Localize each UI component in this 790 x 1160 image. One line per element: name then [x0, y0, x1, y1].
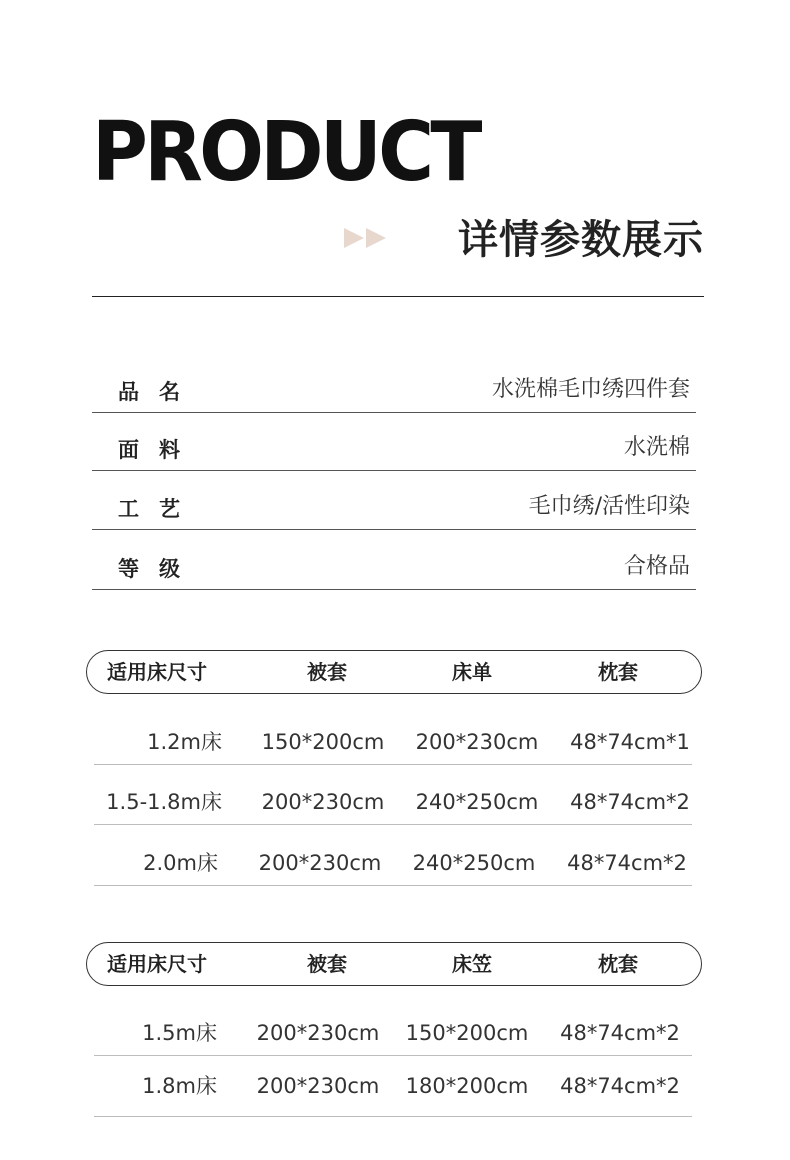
spec-value: 水洗棉: [623, 435, 690, 460]
column-header-pillowcase: 枕套: [598, 660, 638, 684]
size-table-header: [86, 942, 702, 986]
spec-row-fabric: [92, 412, 696, 471]
pillowcase-cell: 48*74cm*2: [560, 1074, 680, 1098]
header-divider: [92, 296, 704, 297]
size-table-header: [86, 650, 702, 694]
fitted-sheet-cell: 150*200cm: [405, 1021, 529, 1045]
column-header-duvet-cover: 被套: [307, 660, 347, 684]
table-row: [94, 824, 692, 886]
pillowcase-cell: 48*74cm*2: [560, 1021, 680, 1045]
spec-value: 合格品: [623, 554, 690, 579]
spec-label: 品名: [118, 380, 200, 404]
duvet-cover-cell: 150*200cm: [261, 730, 385, 754]
bed-size-cell: 1.8m床: [142, 1074, 217, 1098]
pillowcase-cell: 48*74cm*2: [570, 790, 690, 814]
bed-size-cell: 1.5-1.8m床: [106, 790, 222, 814]
bed-size-cell: 1.5m床: [142, 1021, 217, 1045]
table-row: [94, 1008, 692, 1056]
spec-label: 等级: [118, 557, 200, 581]
column-header-sheet: 床单: [452, 660, 492, 684]
spec-label: 面料: [118, 438, 200, 462]
column-header-bed-size: 适用床尺寸: [107, 660, 207, 684]
fitted-sheet-cell: 180*200cm: [405, 1074, 529, 1098]
spec-value: 毛巾绣/活性印染: [528, 494, 690, 519]
duvet-cover-cell: 200*230cm: [256, 1074, 380, 1098]
sheet-cell: 240*250cm: [415, 790, 539, 814]
double-play-arrow-icon: [342, 226, 390, 250]
pillowcase-cell: 48*74cm*1: [570, 730, 690, 754]
sheet-cell: 240*250cm: [412, 851, 536, 875]
spec-value: 水洗棉毛巾绣四件套: [491, 377, 690, 402]
pillowcase-cell: 48*74cm*2: [567, 851, 687, 875]
duvet-cover-cell: 200*230cm: [258, 851, 382, 875]
spec-row-grade: [92, 531, 696, 590]
column-header-bed-size: 适用床尺寸: [107, 952, 207, 976]
column-header-pillowcase: 枕套: [598, 952, 638, 976]
column-header-fitted-sheet: 床笠: [452, 952, 492, 976]
table-row: [94, 712, 692, 765]
table-row: [94, 764, 692, 825]
spec-label: 工艺: [118, 497, 200, 521]
section-subtitle: 详情参数展示: [458, 217, 704, 263]
table-row: [94, 1055, 692, 1117]
column-header-duvet-cover: 被套: [307, 952, 347, 976]
duvet-cover-cell: 200*230cm: [261, 790, 385, 814]
spec-row-name: [92, 354, 696, 413]
bed-size-cell: 2.0m床: [143, 851, 218, 875]
page-title: PRODUCT: [92, 105, 479, 200]
spec-row-craft: [92, 471, 696, 530]
bed-size-cell: 1.2m床: [147, 730, 222, 754]
sheet-cell: 200*230cm: [415, 730, 539, 754]
duvet-cover-cell: 200*230cm: [256, 1021, 380, 1045]
